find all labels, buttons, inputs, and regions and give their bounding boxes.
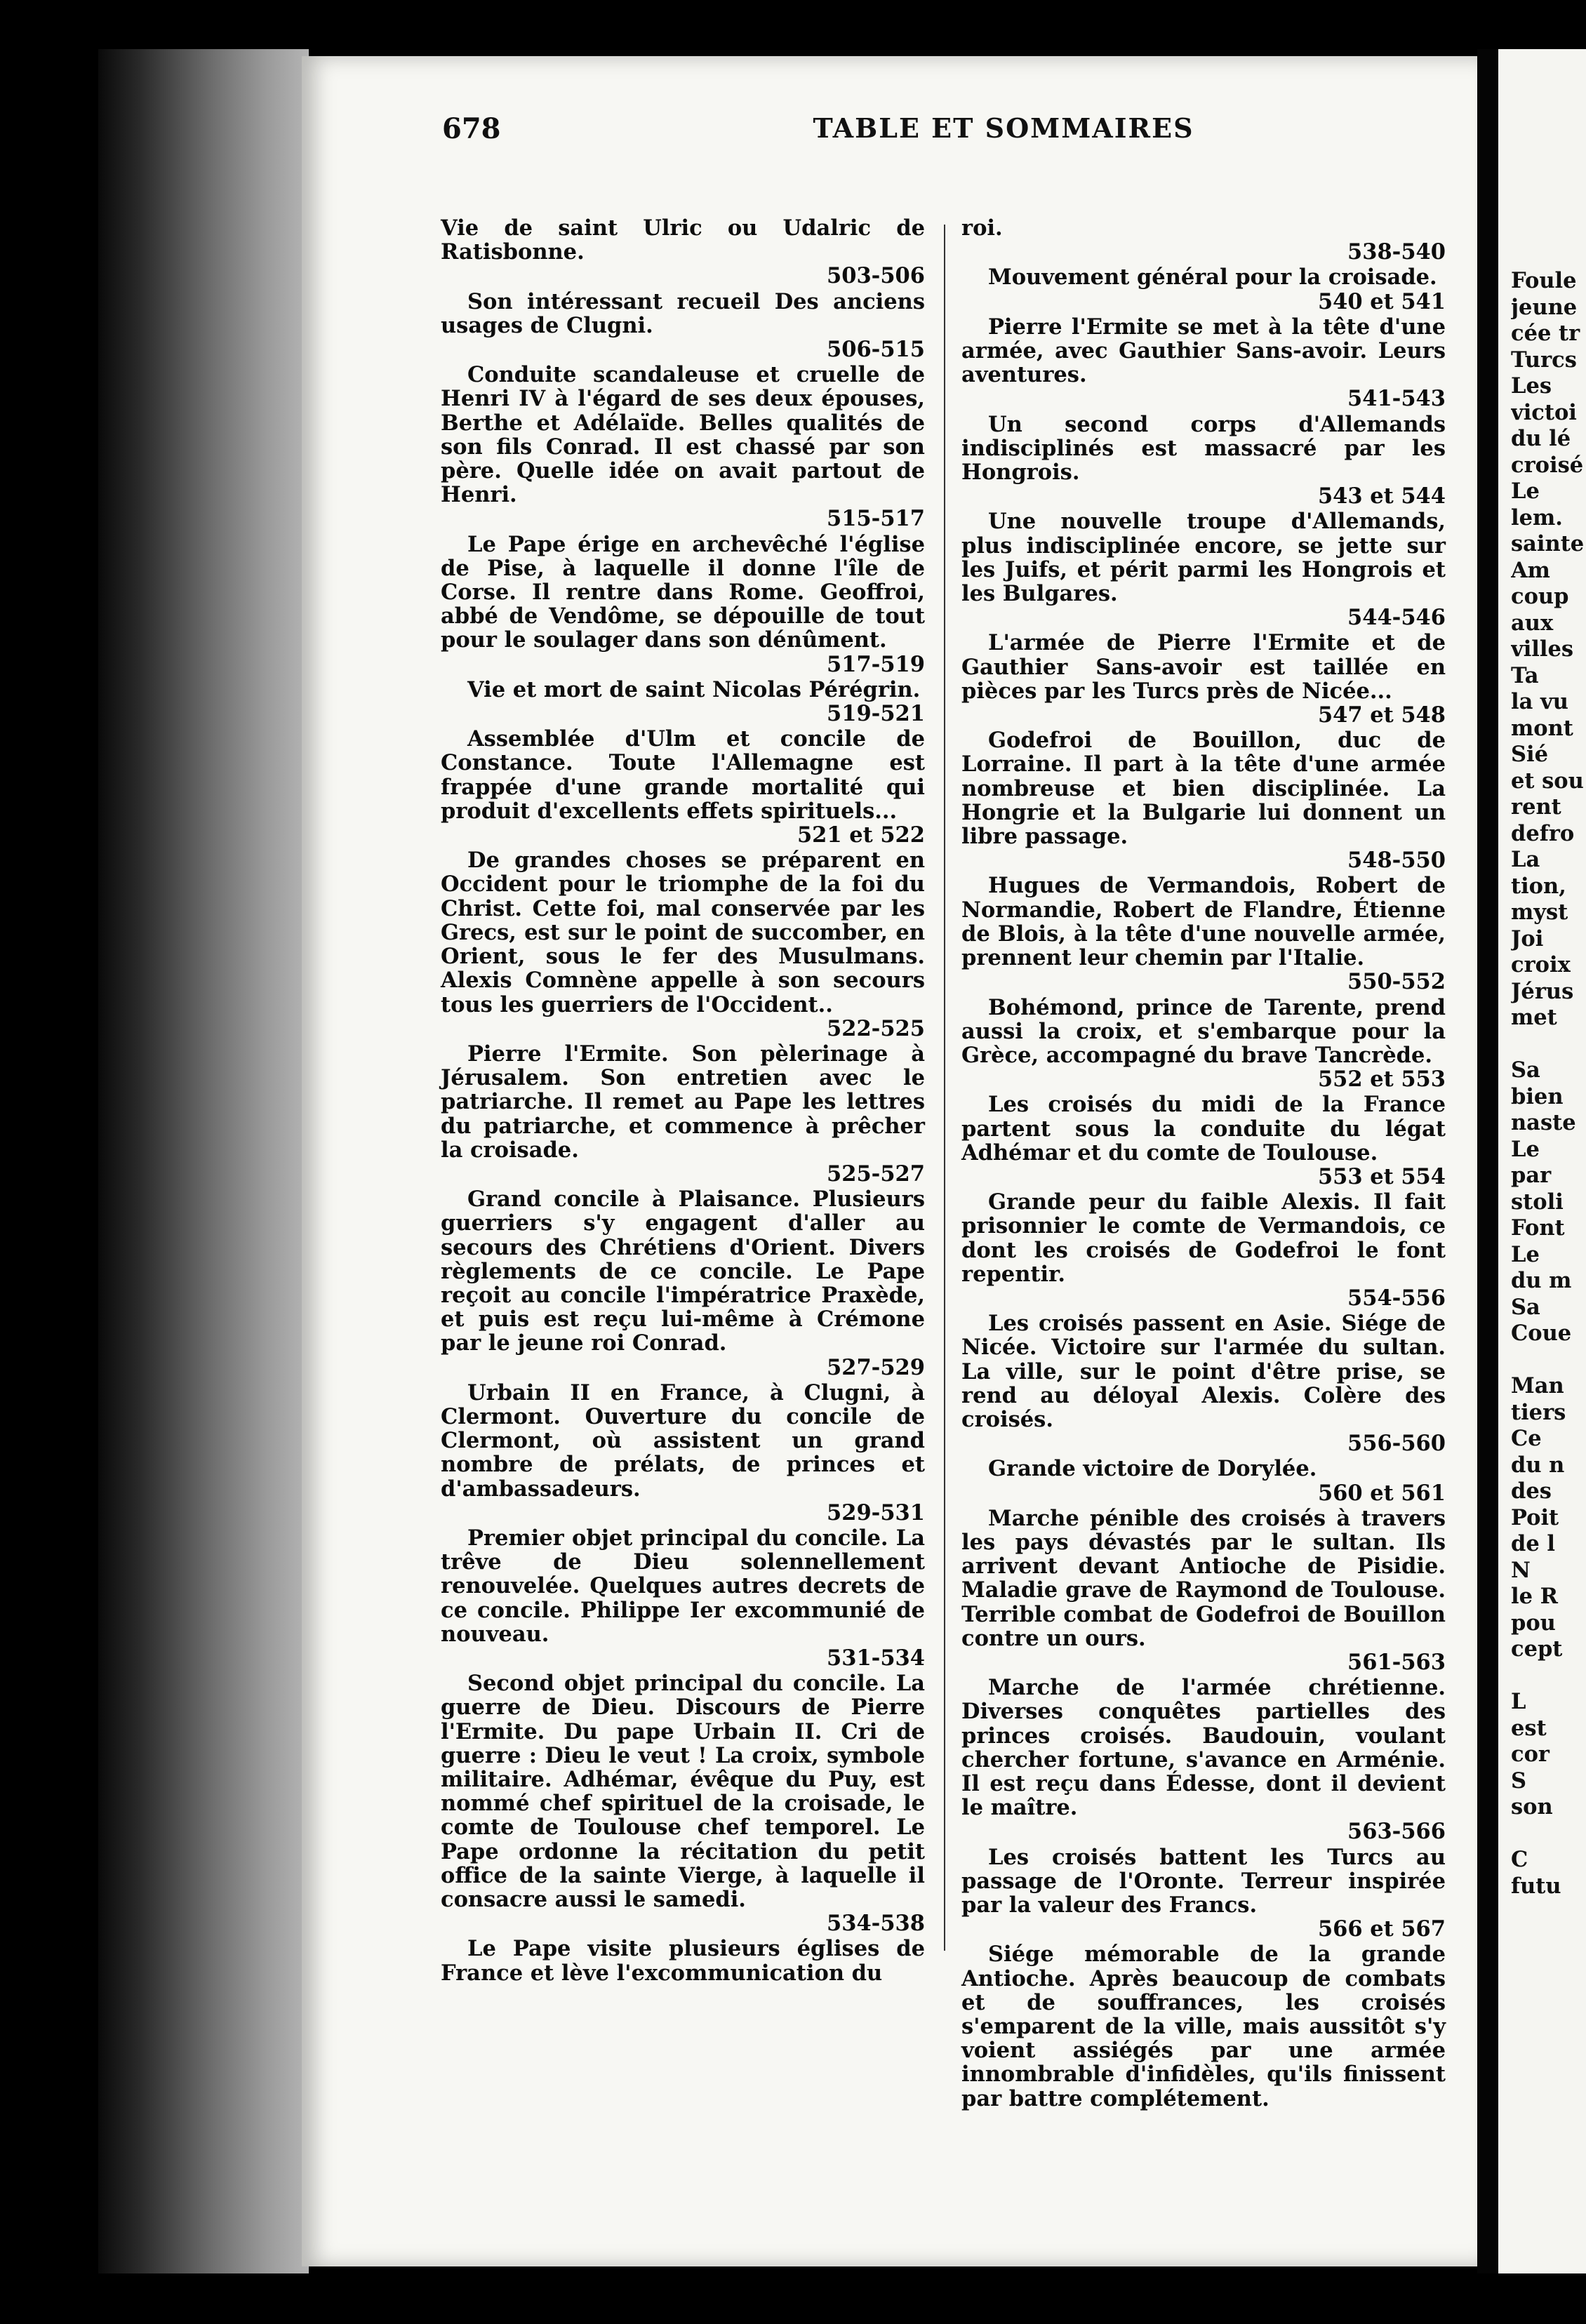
entry-pages: 529-531 [827, 1500, 925, 1525]
toc-entry [441, 1381, 925, 1525]
toc-entry [961, 1457, 1446, 1504]
next-page-fragment: Le [1511, 1241, 1540, 1267]
entry-pages: 550-552 [1347, 969, 1446, 995]
entry-text: roi. [961, 215, 1003, 241]
page-number: 678 [442, 112, 501, 145]
right-column [961, 216, 1446, 2112]
gutter [1477, 49, 1498, 2273]
toc-entry [441, 533, 925, 676]
entry-text: Grande peur du faible Alexis. Il fait prisonnier le comte de Vermandois, ce dont les croisés de Godefroi le font repentir. [961, 1189, 1446, 1287]
entry-pages: 553 et 554 [1317, 1163, 1446, 1189]
next-page-fragment: victoi [1511, 399, 1577, 425]
next-page-fragment: Turcs [1511, 347, 1577, 373]
toc-entry [961, 1093, 1446, 1189]
entry-pages: 519-521 [827, 701, 925, 727]
next-page-fragment: rent [1511, 794, 1561, 820]
toc-entry [961, 728, 1446, 872]
next-page-fragment: L [1511, 1689, 1526, 1714]
next-page-fragment: son [1511, 1794, 1553, 1819]
toc-entry [441, 727, 925, 847]
entry-text: Son intéressant recueil Des anciens usages de Clugni. [441, 288, 925, 338]
entry-text: Hugues de Vermandois, Robert de Normandie, Robert de Flandre, Étienne de Blois, à la tête d'une nouvelle armée, prennent leur chemin par l'Italie. [961, 873, 1446, 971]
next-page-fragment: pou [1511, 1610, 1556, 1636]
entry-text: Second objet principal du concile. La guerre de Dieu. Discours de Pierre l'Ermite. Du pape Urbain II. Cri de guerre : Dieu le veut ! La croix, symbole militaire. Adhémar, évêque du Puy, est nommé chef spirituel de la croisade, le comte de Toulouse chef temporel. Le Pape ordonne la récitation du petit office de la sainte Vierge, à laquelle il consacre aussi le samedi. [441, 1671, 925, 1913]
next-page-fragment: Joi [1511, 926, 1544, 951]
entry-pages: 517-519 [827, 651, 925, 677]
toc-entry [961, 509, 1446, 629]
next-page-fragment: Foule [1511, 268, 1577, 293]
left-column [441, 216, 925, 1986]
toc-entry [961, 1942, 1446, 2110]
toc-entry [441, 848, 925, 1041]
entry-pages: 563-566 [1347, 1819, 1446, 1845]
next-page-fragment: villes [1511, 636, 1574, 662]
toc-entry [961, 216, 1446, 264]
entry-text: Le Pape érige en archevêché l'église de Pise, à laquelle il donne l'île de Corse. Il rentre dans Rome. Geoffroi, abbé de Vendôme, se dépouille de tout pour le soulager dans son dénûment. [441, 531, 925, 653]
next-page-fragment: cée tr [1511, 321, 1580, 346]
next-page-fragment [1511, 1663, 1586, 1690]
entry-pages: 534-538 [827, 1911, 925, 1937]
next-page-fragment: Coue [1511, 1321, 1572, 1346]
entry-pages: 552 et 553 [1317, 1067, 1446, 1093]
toc-entry [961, 1845, 1446, 1942]
next-page-fragment: Le [1511, 479, 1540, 504]
column-rule [944, 225, 945, 1951]
entry-text: Le Pape visite plusieurs églises de France et lève l'excommunication du [441, 1936, 925, 1986]
next-page-fragment: tion, [1511, 873, 1566, 899]
entry-text: Vie et mort de saint Nicolas Pérégrin. [467, 676, 921, 702]
next-page-fragment: N [1511, 1557, 1531, 1583]
book-edge [98, 49, 309, 2273]
entry-pages: 531-534 [827, 1645, 925, 1671]
entry-text: Une nouvelle troupe d'Allemands, plus indisciplinée encore, se jette sur les Juifs, et périt parmi les Hongrois et les Bulgares. [961, 509, 1446, 607]
next-page-fragment: croisé [1511, 452, 1584, 478]
next-page-fragment: lem. [1511, 505, 1563, 530]
toc-entry [441, 216, 925, 288]
next-page-fragment: Jérus [1511, 978, 1574, 1004]
next-page-fragment: croix [1511, 952, 1571, 977]
next-page-fragments [1498, 49, 1586, 1899]
running-head: TABLE ET SOMMAIRES [813, 112, 1194, 144]
next-page-fragment: stoli [1511, 1189, 1564, 1215]
toc-entry [961, 315, 1446, 411]
toc-entry [441, 1937, 925, 1984]
toc-entry [961, 413, 1446, 509]
entry-text: Pierre l'Ermite. Son pèlerinage à Jérusalem. Son entretien avec le patriarche. Il remet au Pape les lettres du patriarche, et commence à prêcher la croisade. [441, 1041, 925, 1163]
entry-pages: 547 et 548 [1317, 702, 1446, 728]
entry-pages: 560 et 561 [1317, 1480, 1446, 1506]
toc-entry [961, 1507, 1446, 1674]
next-page-fragment: Sa [1511, 1057, 1540, 1083]
next-page-fragment: met [1511, 1005, 1557, 1030]
page-header [442, 112, 1453, 168]
next-page-fragment: S [1511, 1768, 1527, 1794]
entry-text: Vie de saint Ulric ou Udalric de Ratisbonne. [441, 215, 925, 265]
entry-text: Les croisés du midi de la France partent sous la conduite du légat Adhémar et du comte de Toulouse. [961, 1092, 1446, 1166]
toc-entry [961, 265, 1446, 313]
next-page-fragment: aux [1511, 610, 1554, 636]
entry-text: Mouvement général pour la croisade. [988, 265, 1437, 290]
next-page-fragment: cept [1511, 1636, 1563, 1662]
entry-pages: 548-550 [1347, 848, 1446, 874]
entry-pages: 521 et 522 [797, 822, 925, 848]
entry-text: Marche de l'armée chrétienne. Diverses conquêtes partielles des princes croisés. Baudouin, voulant chercher fortune, s'avance en Arménie. Il est reçu dans Édesse, dont il devient le maître. [961, 1675, 1446, 1821]
next-page-fragment: du m [1511, 1268, 1572, 1293]
entry-text: Bohémond, prince de Tarente, prend aussi la croix, et s'embarque pour la Grèce, accompagné du brave Tancrède. [961, 994, 1446, 1068]
toc-entry [441, 1671, 925, 1935]
next-page-fragment: de l [1511, 1531, 1555, 1556]
toc-entry [961, 631, 1446, 727]
toc-entry [441, 1187, 925, 1380]
next-page-fragment: naste [1511, 1110, 1576, 1135]
entry-pages: 543 et 544 [1317, 483, 1446, 509]
next-page-fragment [1511, 1347, 1586, 1374]
next-page [1498, 49, 1586, 2273]
entry-text: Premier objet principal du concile. La trêve de Dieu solennellement renouvelée. Quelques autres decrets de ce concile. Philippe Ier excommunié de nouveau. [441, 1525, 925, 1647]
entry-pages: 554-556 [1347, 1285, 1446, 1311]
toc-entry [961, 874, 1446, 994]
entry-text: Les croisés battent les Turcs au passage de l'Oronte. Terreur inspirée par la valeur des Francs. [961, 1844, 1446, 1918]
next-page-fragment: Sa [1511, 1294, 1540, 1320]
next-page-fragment: jeune [1511, 294, 1578, 320]
next-page-fragment: sainte [1511, 531, 1585, 556]
entry-text: Conduite scandaleuse et cruelle de Henri IV à l'égard de ses deux épouses, Berthe et Adélaïde. Belles qualités de son fils Conrad. Il est chassé par son père. Quelle idée on avait partout de Henri. [441, 362, 925, 508]
entry-pages: 525-527 [827, 1161, 925, 1187]
entry-pages: 522-525 [827, 1015, 925, 1041]
next-page-fragment: Poit [1511, 1504, 1559, 1530]
entry-text: Urbain II en France, à Clugni, à Clermont. Ouverture du concile de Clermont, où assistent un grand nombre de prélats, de princes et d'ambassadeurs. [441, 1380, 925, 1502]
next-page-fragment: Le [1511, 1136, 1540, 1162]
next-page-fragment: futu [1511, 1873, 1561, 1899]
next-page-fragment: Sié [1511, 742, 1549, 767]
next-page-fragment: des [1511, 1478, 1552, 1504]
entry-pages: 527-529 [827, 1354, 925, 1380]
entry-pages: 515-517 [827, 506, 925, 532]
entry-pages: 561-563 [1347, 1649, 1446, 1675]
next-page-fragment [1511, 1821, 1586, 1848]
next-page-fragment: coup [1511, 584, 1569, 609]
toc-entry [441, 290, 925, 362]
entry-text: L'armée de Pierre l'Ermite et de Gauthier Sans-avoir est taillée en pièces par les Turcs près de Nicée... [961, 630, 1446, 704]
toc-entry [961, 1676, 1446, 1843]
next-page-fragment: cor [1511, 1742, 1550, 1767]
next-page-fragment: par [1511, 1163, 1552, 1188]
entry-pages: 538-540 [1347, 239, 1446, 265]
toc-entry [441, 1042, 925, 1186]
entry-pages: 556-560 [1347, 1431, 1446, 1457]
next-page-fragment: Ta [1511, 662, 1539, 688]
entry-text: Assemblée d'Ulm et concile de Constance. Toute l'Allemagne est frappée d'une grande mortalité qui produit d'excellents effets spirituels... [441, 726, 925, 824]
entry-pages: 540 et 541 [1317, 288, 1446, 314]
next-page-fragment: Les [1511, 373, 1552, 399]
next-page-fragment: defro [1511, 820, 1575, 846]
toc-entry [441, 678, 925, 726]
next-page-fragment [1511, 1031, 1586, 1058]
toc-entry [961, 1311, 1446, 1455]
toc-entry [961, 996, 1446, 1092]
entry-text: Un second corps d'Allemands indisciplinés est massacré par les Hongrois. [961, 411, 1446, 486]
next-page-fragment: Ce [1511, 1426, 1542, 1451]
entry-text: De grandes choses se préparent en Occident pour le triomphe de la foi du Christ. Cette foi, mal conservée par les Grecs, est sur le point de succomber, en Orient, sous le fer des Musulmans. Alexis Comnène appelle à son secours tous les guerriers de l'Occident.. [441, 848, 925, 1017]
next-page-fragment: et sou [1511, 768, 1584, 794]
next-page-fragment: le R [1511, 1584, 1558, 1609]
toc-entry [441, 1526, 925, 1670]
entry-text: Marche pénible des croisés à travers les pays dévastés par le sultan. Ils arrivent devant Antioche de Pisidie. Maladie grave de Raymond de Toulouse. Terrible combat de Godefroi de Bouillon contre un ours. [961, 1505, 1446, 1651]
next-page-fragment: Man [1511, 1373, 1564, 1398]
next-page-fragment: du n [1511, 1452, 1565, 1478]
entry-text: Godefroi de Bouillon, duc de Lorraine. Il part à la tête d'une armée nombreuse et bien disciplinée. La Hongrie et la Bulgarie lui donnent un libre passage. [961, 728, 1446, 850]
entry-pages: 541-543 [1347, 386, 1446, 412]
next-page-fragment: mont [1511, 715, 1573, 741]
entry-text: Grand concile à Plaisance. Plusieurs guerriers s'y engagent d'aller au secours des Chrétiens d'Orient. Divers règlements de ce concile. Le Pape reçoit au concile l'impératrice Praxède, et puis est reçu lui-même à Crémone par le jeune roi Conrad. [441, 1187, 925, 1356]
entry-pages: 503-506 [827, 263, 925, 289]
next-page-fragment: du lé [1511, 426, 1571, 451]
next-page-fragment: myst [1511, 900, 1568, 925]
toc-entry [441, 363, 925, 530]
next-page-fragment: Am [1511, 557, 1550, 583]
next-page-fragment: bien [1511, 1083, 1564, 1109]
next-page-fragment: est [1511, 1715, 1547, 1741]
toc-entry [961, 1190, 1446, 1310]
next-page-fragment: Font [1511, 1215, 1565, 1241]
next-page-fragment: La [1511, 847, 1540, 872]
entry-pages: 506-515 [827, 337, 925, 363]
next-page-fragment: tiers [1511, 1399, 1566, 1425]
entry-pages: 566 et 567 [1317, 1916, 1446, 1942]
entry-text: Grande victoire de Dorylée. [988, 1456, 1317, 1482]
next-page-fragment: la vu [1511, 689, 1568, 714]
entry-text: Pierre l'Ermite se met à la tête d'une armée, avec Gauthier Sans-avoir. Leurs aventures. [961, 314, 1446, 388]
entry-pages: 544-546 [1347, 605, 1446, 631]
next-page-fragment: C [1511, 1847, 1528, 1872]
entry-text: Les croisés passent en Asie. Siége de Nicée. Victoire sur l'armée du sultan. La ville, sur le point d'être prise, se rend au déloyal Alexis. Colère des croisés. [961, 1311, 1446, 1432]
entry-text: Siége mémorable de la grande Antioche. Après beaucoup de combats et de souffrances, les croisés s'emparent de la ville, mais aussitôt s'y voient assiégés par une armée innombrable d'infidèles, qu'ils finissent par battre complétement. [961, 1942, 1446, 2111]
